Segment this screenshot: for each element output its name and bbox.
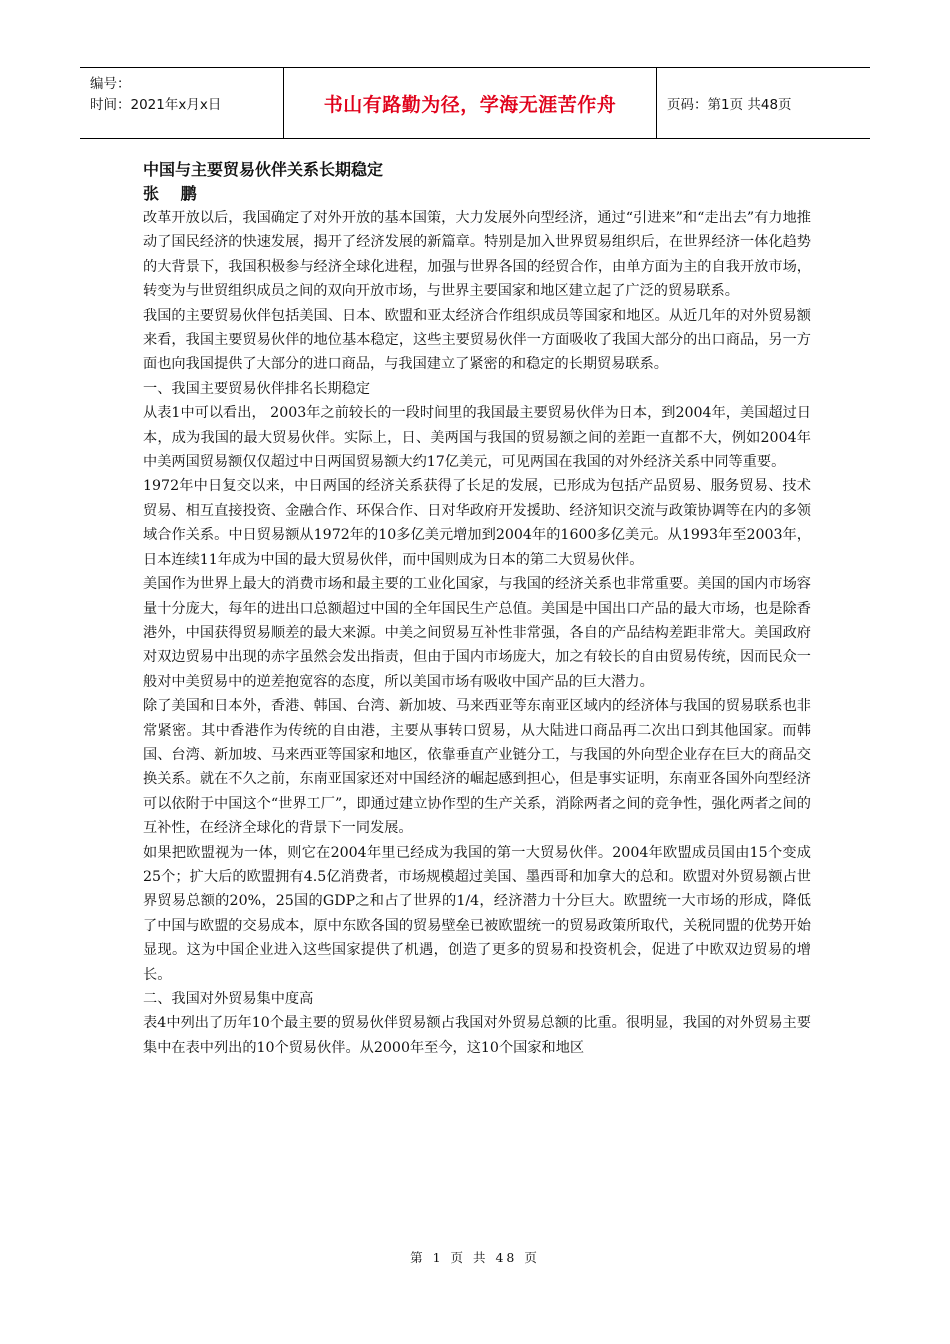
paragraph: 美国作为世界上最大的消费市场和最主要的工业化国家，与我国的经济关系也非常重要。美国的国内市场容量十分庞大，每年的进出口总额超过中国的全年国民生产总值。美国是中国出口产品的最大市场，也是除香港外，中国获得贸易顺差的最大来源。中美之间贸易互补性非常强，各自的产品结构差距非常大。美国政府对双边贸易中出现的赤字虽然会发出指责，但由于国内市场庞大，加之有较长的自由贸易传统，因而民众一般对中美贸易中的逆差抱宽容的态度，所以美国市场有吸收中国产品的巨大潜力。 <box>143 576 811 690</box>
paragraph: 我国的主要贸易伙伴包括美国、日本、欧盟和亚太经济合作组织成员等国家和地区。从近几年的对外贸易额来看，我国主要贸易伙伴的地位基本稳定，这些主要贸易伙伴一方面吸收了我国大部分的出口商品，另一方面也向我国提供了大部分的进口商品，与我国建立了紧密的和稳定的长期贸易联系。 <box>143 307 811 373</box>
paragraph: 改革开放以后，我国确定了对外开放的基本国策，大力发展外向型经济，通过“引进来”和“走出去”有力地推动了国民经济的快速发展，揭开了经济发展的新篇章。特别是加入世界贸易组织后，在世界经济一体化趋势的大背景下，我国积极参与经济全球化进程，加强与世界各国的经贸合作，由单方面为主的自我开放市场，转变为与世贸组织成员之间的双向开放市场，与世界主要国家和地区建立起了广泛的贸易联系。 <box>143 210 811 300</box>
article-body <box>143 158 811 1060</box>
header-page-info: 页码：第1页 共48页 <box>667 97 792 113</box>
paragraph: 从表1中可以看出， 2003年之前较长的一段时间里的我国最主要贸易伙伴为日本，到2004年，美国超过日本，成为我国的最大贸易伙伴。实际上，日、美两国与我国的贸易额之间的差距一直都不大，例如2004年中美两国贸易额仅仅超过中日两国贸易额大约17亿美元，可见两国在我国的对外经济关系中同等重要。 <box>143 405 811 471</box>
section-heading: 一、我国主要贸易伙伴排名长期稳定 <box>143 380 371 397</box>
header-table <box>80 67 870 139</box>
article-blocks <box>143 206 811 1060</box>
document-time-label: 时间：2021年x月x日 <box>90 97 222 113</box>
article-author: 张 鹏 <box>143 184 205 203</box>
paragraph: 表4中列出了历年10个最主要的贸易伙伴贸易额占我国对外贸易总额的比重。很明显，我国的对外贸易主要集中在表中列出的10个贸易伙伴。从2000年至今，这10个国家和地区 <box>143 1015 811 1056</box>
section-heading: 二、我国对外贸易集中度高 <box>143 991 314 1007</box>
paragraph: 除了美国和日本外，香港、韩国、台湾、新加坡、马来西亚等东南亚区域内的经济体与我国的贸易联系也非常紧密。其中香港作为传统的自由港，主要从事转口贸易，从大陆进口商品再二次出口到其他国家。而韩国、台湾、新加坡、马来西亚等国家和地区，依靠垂直产业链分工，与我国的外向型企业存在巨大的商品交换关系。就在不久之前，东南亚国家还对中国经济的崛起感到担心，但是事实证明，东南亚各国外向型经济可以依附于中国这个“世界工厂”，即通过建立协作型的生产关系，消除两者之间的竞争性，强化两者之间的互补性，在经济全球化的背景下一同发展。 <box>143 698 811 837</box>
paragraph: 如果把欧盟视为一体，则它在2004年里已经成为我国的第一大贸易伙伴。2004年欧盟成员国由15个变成25个；扩大后的欧盟拥有4.5亿消费者，市场规模超过美国、墨西哥和加拿大的总和。欧盟对外贸易额占世界贸易总额的20%，25国的GDP之和占了世界的1/4，经济潜力十分巨大。欧盟统一大市场的形成，降低了中国与欧盟的交易成本，原中东欧各国的贸易壁垒已被欧盟统一的贸易政策所取代，关税同盟的优势开始显现。这为中国企业进入这些国家提供了机遇，创造了更多的贸易和投资机会，促进了中欧双边贸易的增长。 <box>143 844 811 983</box>
header-motto: 书山有路勤为径，学海无涯苦作舟 <box>283 68 657 138</box>
page-footer: 第 1 页 共 48 页 <box>410 1250 540 1265</box>
article-title: 中国与主要贸易伙伴关系长期稳定 <box>143 160 384 179</box>
header-meta <box>80 68 283 138</box>
document-number-label: 编号： <box>90 76 131 92</box>
paragraph: 1972年中日复交以来，中日两国的经济关系获得了长足的发展，已形成为包括产品贸易、服务贸易、技术贸易、相互直接投资、金融合作、环保合作、日对华政府开发援助、经济知识交流与政策协调等在内的多领域合作关系。中日贸易额从1972年的10多亿美元增加到2004年的1600多亿美元。从1993年至2003年，日本连续11年成为中国的最大贸易伙伴，而中国则成为日本的第二大贸易伙伴。 <box>143 478 811 568</box>
